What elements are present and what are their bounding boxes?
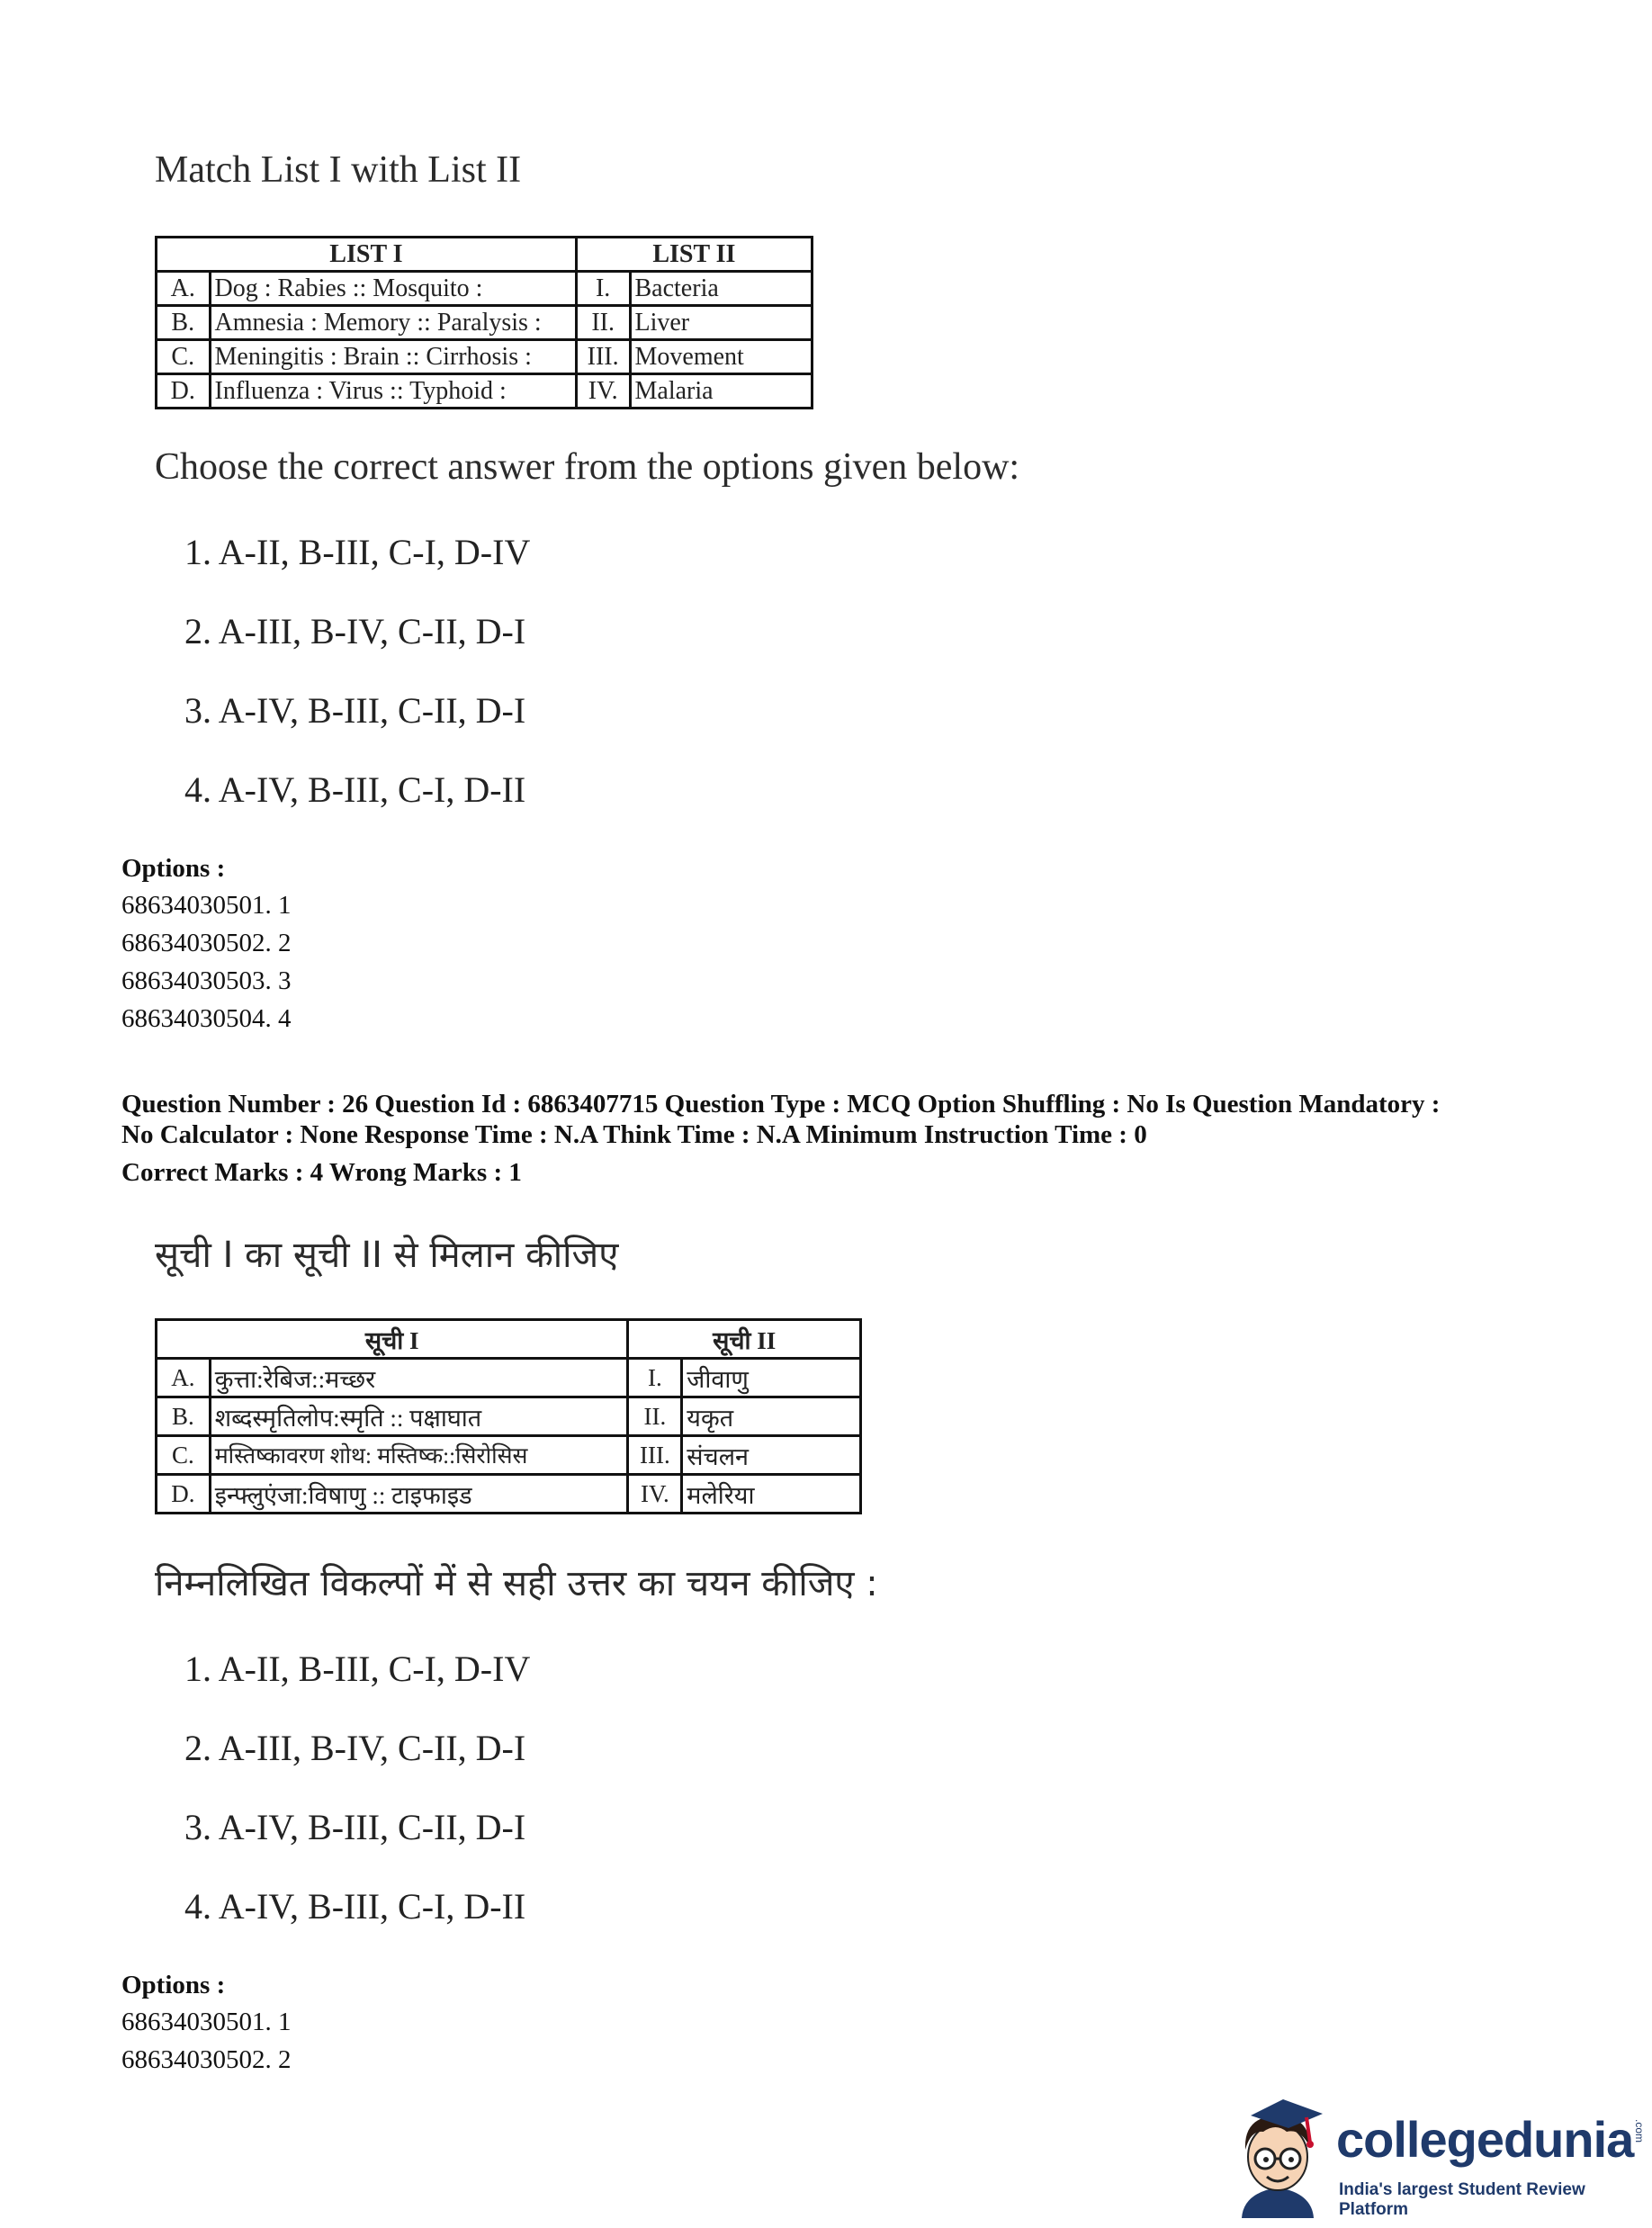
meta-line: No Calculator : None Response Time : N.A Think Time : N.A Minimum Instruction Time : 0 <box>121 1120 1147 1149</box>
list1-header: LIST I <box>157 238 577 272</box>
table-row: C. Meningitis : Brain :: Cirrhosis : III. Movement <box>157 340 813 374</box>
table-row: C. मस्तिष्कावरण शोथ: मस्तिष्क::सिरोसिस III. संचलन <box>157 1436 861 1475</box>
options-block <box>121 850 292 1038</box>
answer-choice: 1. A-II, B-III, C-I, D-IV <box>184 532 531 572</box>
list2-header: LIST II <box>576 238 812 272</box>
table-row: A. Dog : Rabies :: Mosquito : I. Bacteria <box>157 272 813 306</box>
match-table <box>155 1318 862 1514</box>
option-id: 68634030504. 4 <box>121 1004 292 1033</box>
options-label: Options : <box>121 1971 226 1999</box>
list2-header: सूची II <box>628 1320 861 1359</box>
brand-tagline: India's largest Student Review Platform <box>1339 2180 1585 2219</box>
brand-suffix: .com <box>1633 2119 1646 2143</box>
answer-choice: 2. A-III, B-IV, C-II, D-I <box>184 1728 526 1768</box>
meta-line: Question Number : 26 Question Id : 6863407715 Question Type : MCQ Option Shuffling : No Is Question Mandatory : <box>121 1090 1441 1118</box>
question-title: सूची I का सूची II से मिलान कीजिए <box>155 1235 619 1276</box>
match-table <box>155 236 813 409</box>
answer-choices <box>184 530 530 847</box>
table-row: D. इन्फ्लुएंजा:विषाणु :: टाइफाइड IV. मलेरिया <box>157 1475 861 1514</box>
answer-choice: 4. A-IV, B-III, C-I, D-II <box>184 1886 526 1927</box>
option-id: 68634030501. 1 <box>121 2008 292 2036</box>
answer-choice: 4. A-IV, B-III, C-I, D-II <box>184 769 526 810</box>
option-id: 68634030501. 1 <box>121 891 292 920</box>
table-row: B. Amnesia : Memory :: Paralysis : II. Liver <box>157 306 813 340</box>
answer-choice: 3. A-IV, B-III, C-II, D-I <box>184 690 526 731</box>
option-id: 68634030503. 3 <box>121 966 292 995</box>
options-label: Options : <box>121 854 226 883</box>
answer-choice: 1. A-II, B-III, C-I, D-IV <box>184 1649 531 1689</box>
table-row: B. शब्दस्मृतिलोप:स्मृति :: पक्षाघात II. यकृत <box>157 1397 861 1436</box>
answer-choices <box>184 1647 530 1963</box>
brand-name: collegedunia <box>1336 2111 1634 2168</box>
choose-instruction: Choose the correct answer from the options given below: <box>155 446 1020 488</box>
student-mascot-icon <box>1224 2092 1336 2218</box>
collegedunia-logo[interactable] <box>1224 2092 1647 2218</box>
answer-choice: 3. A-IV, B-III, C-II, D-I <box>184 1807 526 1847</box>
choose-instruction: निम्नलिखित विकल्पों में से सही उत्तर का चयन कीजिए : <box>155 1563 878 1604</box>
table-row: A. कुत्ता:रेबिज::मच्छर I. जीवाणु <box>157 1359 861 1397</box>
answer-choice: 2. A-III, B-IV, C-II, D-I <box>184 611 526 651</box>
table-row: D. Influenza : Virus :: Typhoid : IV. Malaria <box>157 374 813 409</box>
options-block <box>121 1967 292 2079</box>
option-id: 68634030502. 2 <box>121 929 292 957</box>
question-meta <box>121 1089 1561 1188</box>
list1-header: सूची I <box>157 1320 628 1359</box>
question-title: Match List I with List II <box>155 149 522 191</box>
marks-line: Correct Marks : 4 Wrong Marks : 1 <box>121 1158 522 1187</box>
option-id: 68634030502. 2 <box>121 2045 292 2074</box>
